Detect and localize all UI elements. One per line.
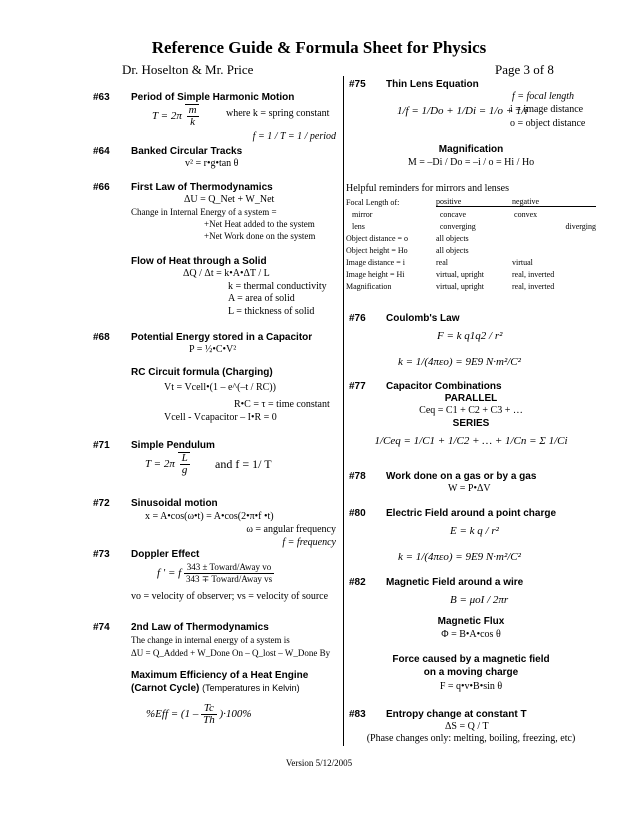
magnification-head: Magnification [438,144,504,155]
shm-formula: T = 2π $\frac{m}{k}$ [152,104,197,128]
table-row: Image height = Hi virtual, upright real, inverted [346,269,555,279]
section-number-82: #82 [349,577,366,588]
section-head-71: Simple Pendulum [131,440,215,451]
coulomb-formula: F = k q1q2 / r² [437,330,503,342]
series-formula: 1/Ceq = 1/C1 + 1/C2 + … + 1/Cn = Σ 1/Ci [374,435,568,447]
section-head-75: Thin Lens Equation [386,79,479,90]
thin-lens-formula: 1/f = 1/Do + 1/Di = 1/o + 1/i [397,105,528,117]
table-row: mirror concave convex [352,209,538,219]
doppler-line-1: vo = velocity of observer; vs = velocity of source [131,591,329,602]
entropy-note: (Phase changes only: melting, boiling, freezing, etc) [366,733,576,744]
section-number-68: #68 [93,332,110,343]
column-divider [343,76,344,746]
section-head-64: Banked Circular Tracks [131,146,243,157]
table-row: lens converging diverging [352,221,596,231]
section-number-74: #74 [93,622,110,633]
table-row: Image distance = i real virtual [346,257,533,267]
entropy-formula: ΔS = Q / T [445,721,489,732]
bfield-formula: B = μoI / 2πr [450,594,509,606]
section-number-77: #77 [349,381,366,392]
parallel-formula: Ceq = C1 + C2 + C3 + … [419,405,523,416]
heat-flow-line-2: A = area of solid [228,293,295,304]
pendulum-formula: T = 2π $\frac{L}{g}$ [145,452,188,476]
first-law-line-3: +Net Work done on the system [204,231,316,241]
heat-flow-line-1: k = thermal conductivity [228,281,327,292]
carnot-formula: %Eff = (1 – $\frac{Tc}{Th}$ )·100% [146,702,252,726]
section-number-78: #78 [349,471,366,482]
sinusoid-formula: x = A•cos(ω•t) = A•cos(2•π•f •t) [145,511,274,522]
first-law-formula: ΔU = Q_Net + W_Net [184,194,275,205]
rc-head: RC Circuit formula (Charging) [131,367,273,378]
section-number-83: #83 [349,709,366,720]
second-law-line-2: ΔU = Q_Added + W_Done On – Q_lost – W_Done By [131,648,331,658]
authors: Dr. Hoselton & Mr. Price [122,62,254,77]
focal-length-def: f = focal length [512,91,575,102]
section-head-72: Sinusoidal motion [131,498,218,509]
table-row: Object distance = o all objects [346,233,469,243]
flux-head: Magnetic Flux [437,616,505,627]
banked-formula: v² = r•g•tan θ [185,158,239,169]
sinusoid-line-1: ω = angular frequency [246,524,336,535]
section-head-73: Doppler Effect [131,549,200,560]
force-head: Force caused by a magnetic field [392,654,550,665]
section-number-75: #75 [349,79,366,90]
rc-line-1: R•C = τ = time constant [234,399,330,410]
section-number-72: #72 [93,498,110,509]
image-distance-def: i = image distance [510,104,584,115]
force-formula: F = q•v•B•sin θ [439,681,503,692]
rc-formula: Vt = Vcell•(1 – e^(–t / RC)) [164,382,276,393]
carnot-head-2: (Carnot Cycle) (Temperatures in Kelvin) [131,683,300,694]
page-title: Reference Guide & Formula Sheet for Physics [151,38,487,57]
frequency-note: f = 1 / T = 1 / period [252,131,336,142]
section-number-73: #73 [93,549,110,560]
section-head-83: Entropy change at constant T [386,709,527,720]
heat-flow-line-3: L = thickness of solid [228,306,315,317]
heat-flow-formula: ΔQ / Δt = k•A•ΔT / L [183,268,270,279]
table-row: Focal Length of: positive negative [346,196,596,208]
section-head-80: Electric Field around a point charge [386,508,557,519]
parallel-label: PARALLEL [444,393,498,404]
flux-formula: Φ = B•A•cos θ [441,629,501,640]
section-number-76: #76 [349,313,366,324]
rc-line-2: Vcell - Vcapacitor – I•R = 0 [164,412,277,423]
section-head-78: Work done on a gas or by a gas [386,471,537,482]
table-row: Object height = Ho all objects [346,245,469,255]
section-head-77: Capacitor Combinations [386,381,502,392]
series-label: SERIES [452,418,490,429]
second-law-line-1: The change in internal energy of a system is [131,635,290,645]
capacitor-energy-formula: P = ½•C•V² [189,344,237,355]
object-distance-def: o = object distance [510,118,586,129]
sinusoid-line-2: f = frequency [282,537,336,548]
magnification-formula: M = –Di / Do = –i / o = Hi / Ho [407,157,535,168]
section-number-63: #63 [93,92,110,103]
first-law-line-2: +Net Heat added to the system [204,219,315,229]
version-footer: Version 5/12/2005 [285,758,353,768]
section-head-66: First Law of Thermodynamics [131,182,273,193]
page-number: Page 3 of 8 [495,62,554,77]
section-number-66: #66 [93,182,110,193]
spring-constant-note: where k = spring constant [226,108,330,119]
work-formula: W = P•ΔV [448,483,491,494]
first-law-line-1: Change in Internal Energy of a system = [131,207,277,217]
doppler-formula: f ′ = f $\frac{\text{343 ± Toward/Away vo}}{\text{343 ∓ Toward/Away vs}}$ [157,562,273,584]
mirrors-table [346,196,596,292]
mirrors-title: Helpful reminders for mirrors and lenses [346,183,510,194]
carnot-head: Maximum Efficiency of a Heat Engine [131,670,309,681]
section-head-63: Period of Simple Harmonic Motion [131,92,295,103]
section-head-82: Magnetic Field around a wire [386,577,524,588]
efield-constant: k = 1/(4πεo) = 9E9 N·m²/C² [398,551,521,563]
section-head-68: Potential Energy stored in a Capacitor [131,332,313,343]
efield-formula: E = k q / r² [450,525,499,537]
section-head-76: Coulomb's Law [386,313,460,324]
force-head-2: on a moving charge [423,667,519,678]
pendulum-frequency: and f = 1/ T [215,457,272,471]
section-number-71: #71 [93,440,110,451]
section-head-74: 2nd Law of Thermodynamics [131,622,269,633]
table-row: Magnification virtual, upright real, inverted [346,281,555,291]
section-number-64: #64 [93,146,110,157]
coulomb-constant: k = 1/(4πεo) = 9E9 N·m²/C² [398,356,521,368]
section-number-80: #80 [349,508,366,519]
heat-flow-head: Flow of Heat through a Solid [131,256,267,267]
